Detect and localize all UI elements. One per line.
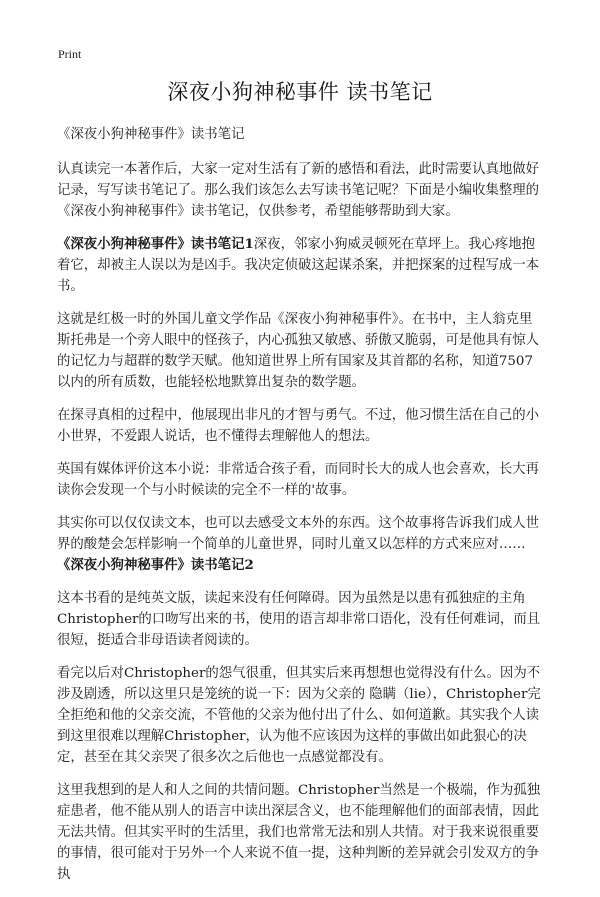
page-title: 深夜小狗神秘事件 读书笔记 (167, 80, 433, 104)
note1-heading: 《深夜小狗神秘事件》读书笔记1 (57, 236, 254, 252)
note2-heading: 《深夜小狗神秘事件》读书笔记2 (57, 557, 254, 573)
note2-paragraph: 这里我想到的是人和人之间的共情问题。Christopher当然是一个极端，作为孤独症患者，他不能从别人的语言中读出深层含义，也不能理解他们的面部表情，因此无法共情。但其实平时的生活里，我们也常常无法和别人共情。对于我来说很重要的事情，很可能对于另外一个人来说不值一提，这种判断的差异就会引发双方的争执 (57, 783, 541, 882)
note1-paragraph: 这就是红极一时的外国儿童文学作品《深夜小狗神秘事件》。在书中，主人翁克里斯托弗是一个旁人眼中的怪孩子，内心孤独又敏感、骄傲又脆弱，可是他具有惊人的记忆力与超群的数学天赋。他知道世界上所有国家及其首都的名称，知道7507以内的所有质数，也能轻松地默算出复杂的数学题。 (57, 312, 540, 390)
note2-paragraph: 这本书看的是纯英文版，读起来没有任何障碍。因为虽然是以患有孤独症的主角Christopher的口吻写出来的书，使用的语言却非常口语化，没有任何难词，而且很短，挺适合非母语读者阅读的。 (57, 591, 541, 648)
note2-paragraph: 看完以后对Christopher的怨气很重，但其实后来再想想也觉得没有什么。因为不涉及剧透，所以这里只是笼统的说一下：因为父亲的 隐瞒（lie），Christopher完全拒绝和他的父亲交流，不管他的父亲为他付出了什么、如何道歉。其实我个人读到这里很难以理解Christopher，认为他不应该因为这样的事做出如此狠心的决定，甚至在其父亲哭了很多次之后他也一点感觉都没有。 (57, 666, 541, 765)
intro-paragraph: 认真读完一本著作后，大家一定对生活有了新的感悟和看法，此时需要认真地做好记录，写写读书笔记了。那么我们该怎么去写读书笔记呢？下面是小编收集整理的《深夜小狗神秘事件》读书笔记，仅供参考，希望能够帮助到大家。 (57, 162, 540, 219)
note1-paragraph: 英国有媒体评价这本小说：非常适合孩子看，而同时长大的成人也会喜欢，长大再读你会发现一个与小时候读的完全不一样的'故事。 (57, 462, 540, 498)
note1-paragraph: 在探寻真相的过程中，他展现出非凡的才智与勇气。不过，他习惯生活在自己的小小世界，不爱跟人说话，也不懂得去理解他人的想法。 (57, 408, 540, 444)
print-label[interactable]: Print (58, 47, 82, 61)
article-subtitle: 《深夜小狗神秘事件》读书笔记 (57, 127, 245, 142)
note1-lead-text: 深夜，邻家小狗威灵顿死在草坪上。我心疼地抱着它，却被主人误以为是凶手。我决定侦破这起谋杀案，并把探案的过程写成一本书。 (57, 237, 540, 294)
note1-paragraph: 其实你可以仅仅读文本，也可以去感受文本外的东西。这个故事将告诉我们成人世界的酸楚会怎样影响一个简单的儿童世界，同时儿童又以怎样的方式来应对…… (57, 516, 540, 552)
note1-lead-paragraph (57, 234, 545, 297)
article-body (57, 124, 545, 897)
